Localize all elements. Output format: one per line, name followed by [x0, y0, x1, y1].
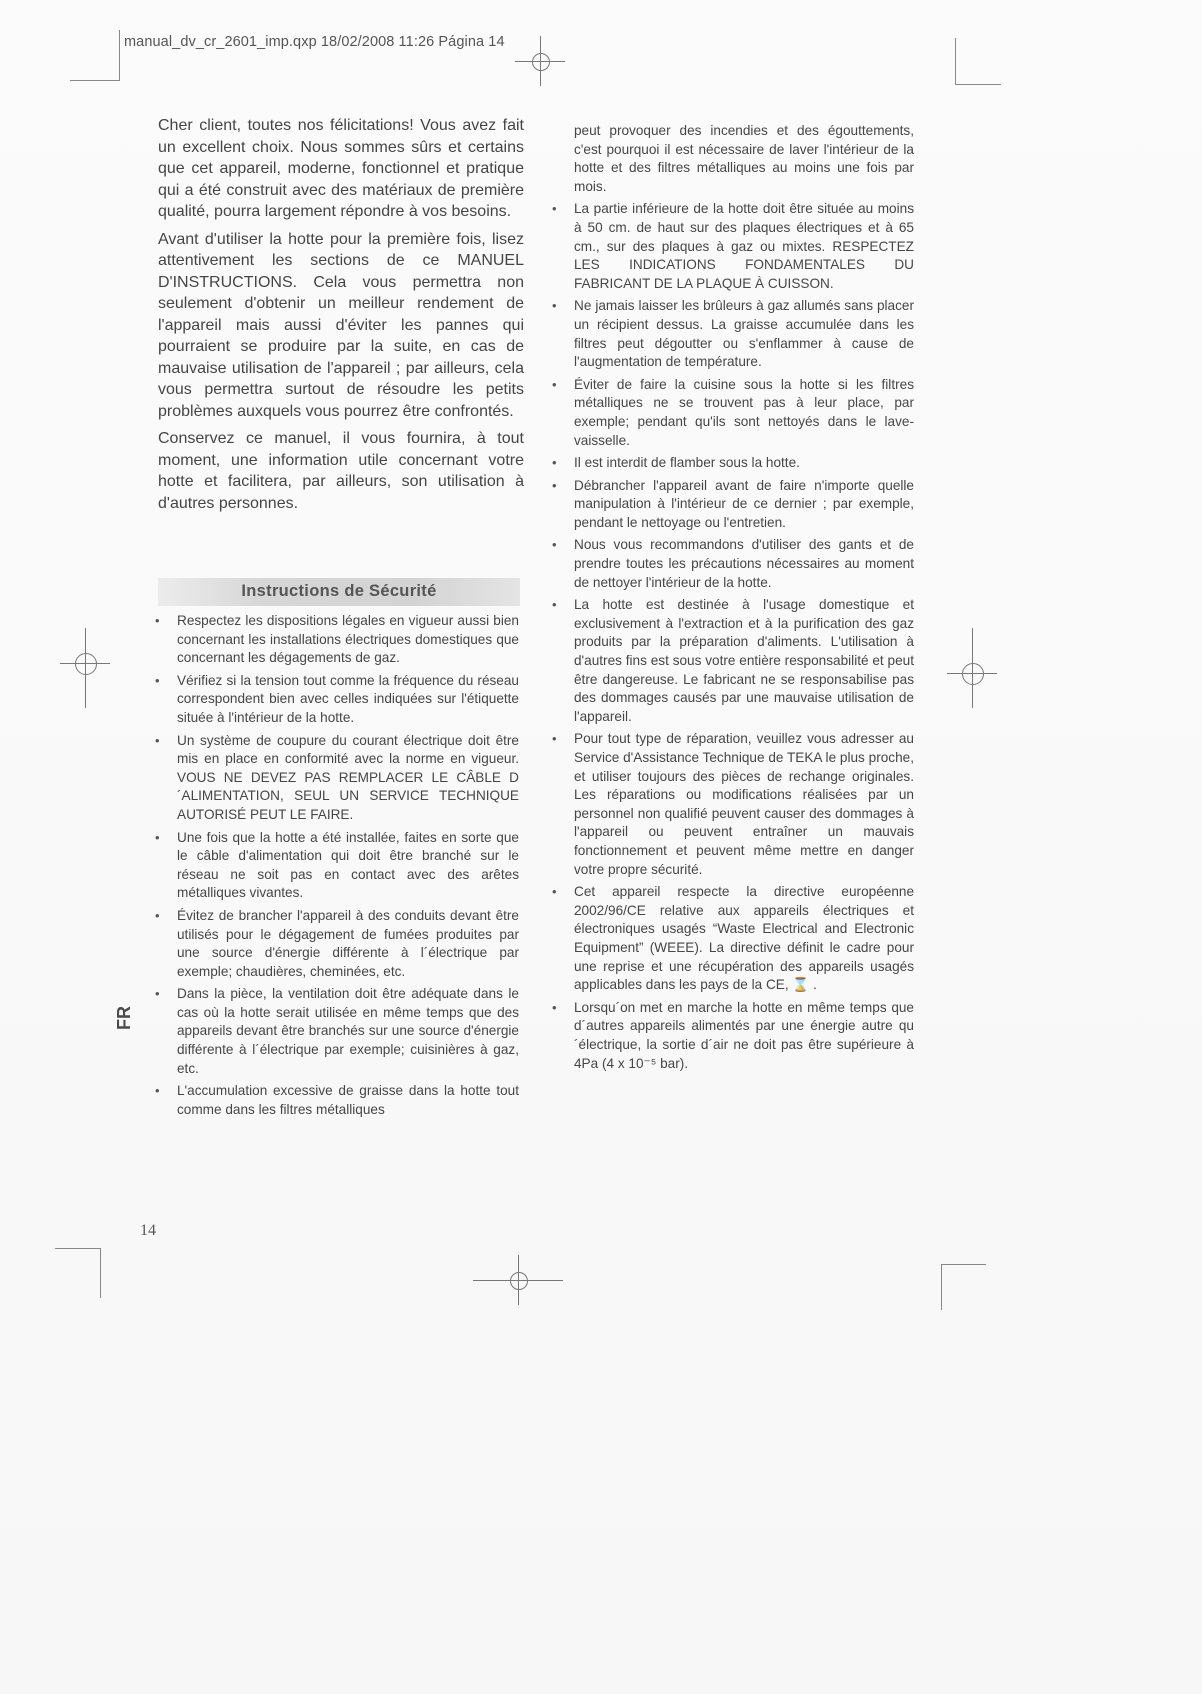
bullet: • — [552, 298, 557, 314]
intro-paragraph: Avant d'utiliser la hotte pour la première fois, lisez attentivement les sections de ce MANUEL D'INSTRUCTIONS. Cela vous permettra non seulement d'obtenir un meilleur rendement de l'appareil mais aussi d'éviter les pannes qui pourraient se produire par la suite, en cas de mauvaise utilisation de l'appareil ; par ailleurs, cela vous permettra surtout de résoudre les petits problèmes auxquels vous pourrez être confrontés. — [158, 230, 524, 420]
bullet: • — [552, 376, 557, 392]
intro-paragraph: Conservez ce manuel, il vous fournira, à tout moment, une information utile concernant votre hotte et facilitera, par ailleurs, son utilisation à d'autres personnes. — [158, 430, 524, 512]
bullet: • — [155, 672, 160, 688]
bullet: • — [552, 201, 557, 217]
list-item: • La partie inférieure de la hotte doit être située au moins à 50 cm. de haut sur des plaques électriques et à 65 cm., sur des plaques à gaz ou mixtes. RESPECTEZ LES INDICATIONS FONDAMENTALES DU FABRICANT DE LA PLAQUE À CUISSON. — [552, 201, 914, 291]
crop-mark — [955, 84, 1001, 85]
list-item: • Un système de coupure du courant électrique doit être mis en place en conformité avec la norme en vigueur. VOUS NE DEVEZ PAS REMPLACER LE CÂBLE D´ALIMENTATION, SEUL UN SERVICE TECHNIQUE AUTORISÉ PEUT LE FAIRE. — [155, 732, 519, 822]
list-item: • Lorsqu´on met en marche la hotte en même temps que d´autres appareils alimentés par une énergie autre qu´électrique, la sortie d´air ne doit pas être supérieure à 4Pa (4 x 10⁻⁵ bar). — [552, 999, 914, 1071]
bullet: • — [155, 613, 160, 628]
section-header — [158, 578, 520, 606]
print-slug: manual_dv_cr_2601_imp.qxp 18/02/2008 11:26 Página 14 — [124, 34, 505, 50]
bullet: • — [552, 455, 557, 471]
bullet: • — [155, 732, 160, 748]
list-item: • Débrancher l'appareil avant de faire n'importe quelle manipulation à l'intérieur de ce dernier ; par exemple, pendant le nettoyage ou l'entretien. — [552, 477, 914, 530]
crop-mark — [941, 1264, 942, 1310]
page-number: 14 — [140, 1222, 156, 1239]
list-item: • Dans la pièce, la ventilation doit être adéquate dans le cas où la hotte serait utilisée en même temps que des appareils devant être branchés sur une source d'énergie différente à l´électrique par exemple; cuisinières à gaz, etc. — [155, 986, 519, 1076]
list-item: • Vérifiez si la tension tout comme la fréquence du réseau correspondent bien avec celles indiquées sur l'étiquette située à l'intérieur de la hotte. — [155, 672, 519, 725]
crop-mark — [55, 1248, 100, 1249]
registration-mark-right — [947, 628, 997, 708]
list-item: • Respectez les dispositions légales en vigueur aussi bien concernant les installations électriques domestiques que concernant les dégagements de gaz. — [155, 613, 519, 666]
registration-mark-top — [515, 36, 565, 86]
crop-mark — [119, 30, 120, 80]
bullet: • — [155, 829, 160, 845]
list-item: • La hotte est destinée à l'usage domestique et exclusivement à l'extraction et à la purification des gaz produits par la préparation d'aliments. L'utilisation à d'autres fins est sous votre entière responsabilité et peut être dangereuse. Le fabricant ne se responsabilise pas des dommages causés par une mauvaise utilisation de l'appareil. — [552, 597, 914, 724]
bullet: • — [552, 477, 557, 493]
registration-mark-left — [60, 628, 110, 708]
bullet: • — [552, 884, 557, 900]
section-title: Instructions de Sécurité — [241, 582, 437, 600]
list-item: • Il est interdit de flamber sous la hotte. — [552, 454, 914, 473]
bullet: • — [155, 907, 160, 923]
safety-list-left — [155, 612, 519, 1123]
bullet: • — [552, 999, 557, 1015]
list-item: • Pour tout type de réparation, veuillez vous adresser au Service d'Assistance Technique de TEKA le plus proche, et utiliser toujours des pièces de rechange originales. Les réparations ou modifications réalisées par un personnel non qualifié peuvent causer des dommages à l'appareil ou peuvent entraîner un mauvais fonctionnement et peuvent même mettre en danger votre propre sécurité. — [552, 731, 914, 877]
crop-mark — [941, 1264, 986, 1265]
list-item: • Ne jamais laisser les brûleurs à gaz allumés sans placer un récipient dessus. La graisse accumulée dans les filtres peut dégoutter ou s'enflammer à cause de l'augmentation de température. — [552, 298, 914, 370]
safety-list-right — [552, 122, 914, 1077]
crop-mark — [70, 80, 120, 81]
bullet: • — [155, 986, 160, 1002]
language-tab: FR — [114, 1006, 134, 1030]
list-item-continuation: peut provoquer des incendies et des égouttements, c'est pourquoi il est nécessaire de laver l'intérieur de la hotte et des filtres métalliques au moins une fois par mois. — [574, 123, 914, 194]
list-item: • Cet appareil respecte la directive européenne 2002/96/CE relative aux appareils électriques et électroniques usagés “Waste Electrical and Electronic Equipment” (WEEE). La directive définit le cadre pour une reprise et une récupération des appareils usagés applicables dans les pays de la CE, ⌛ . — [552, 884, 914, 993]
registration-mark-bottom — [473, 1255, 563, 1305]
intro-paragraph: Cher client, toutes nos félicitations! Vous avez fait un excellent choix. Nous sommes sûrs et certains que cet appareil, moderne, fonctionnel et pratique qui a été construit avec des matériaux de première qualité, pourra largement répondre à vos besoins. — [158, 117, 524, 220]
crop-mark — [955, 38, 956, 84]
bullet: • — [552, 537, 557, 553]
bullet: • — [155, 1083, 160, 1099]
list-item: • Évitez de brancher l'appareil à des conduits devant être utilisés pour le dégagement de fumées produites par une source d'énergie différente à l´électrique par exemple; chaudières, cheminées, etc. — [155, 907, 519, 979]
list-item: • Éviter de faire la cuisine sous la hotte si les filtres métalliques ne se trouvent pas à leur place, par exemple; pendant qu'ils sont nettoyés dans le lave-vaisselle. — [552, 376, 914, 448]
list-item: • Une fois que la hotte a été installée, faites en sorte que le câble d'alimentation qui doit être branché sur le réseau ne soit pas en contact avec des arêtes métalliques vivantes. — [155, 829, 519, 901]
bullet: • — [552, 731, 557, 747]
bullet: • — [552, 597, 557, 613]
list-item: • Nous vous recommandons d'utiliser des gants et de prendre toutes les précautions nécessaires au moment de nettoyer l'intérieur de la hotte. — [552, 537, 914, 590]
intro-text — [158, 115, 524, 520]
list-item: • L'accumulation excessive de graisse dans la hotte tout comme dans les filtres métalliques — [155, 1083, 519, 1117]
crop-mark — [100, 1248, 101, 1298]
